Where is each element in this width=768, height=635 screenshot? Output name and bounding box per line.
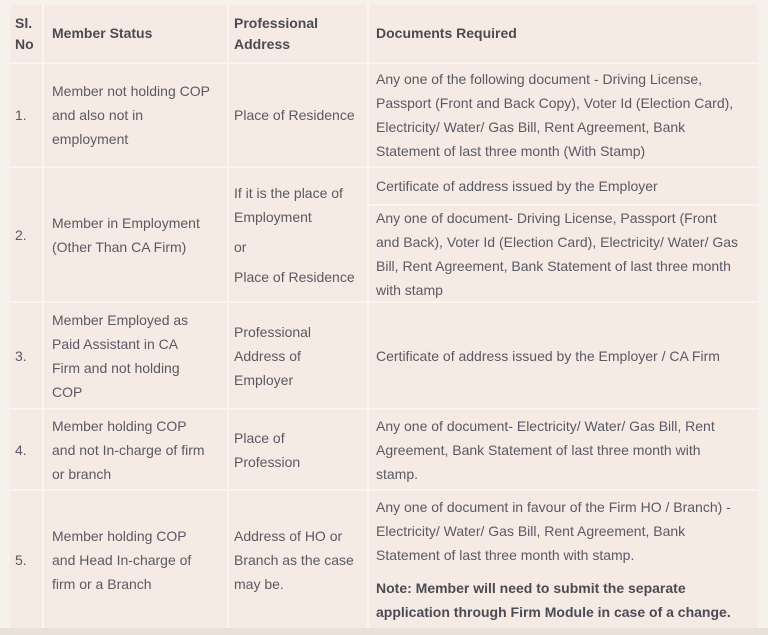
documents-text-line: Note: Member will need to submit the separate	[376, 580, 686, 596]
address-text-line: Place of Residence	[234, 268, 355, 285]
documents-paragraph	[376, 414, 754, 486]
documents-text-line: Any one of the following document - Driving License,	[376, 71, 703, 87]
documents-cell	[369, 64, 758, 166]
documents-text-line: Electricity/ Water/ Gas Bill, Rent Agreement, Bank	[376, 523, 686, 539]
sl-no-text: 4.	[15, 441, 27, 458]
member-status-text-line: COP	[52, 383, 83, 400]
address-paragraph	[234, 103, 364, 127]
address-paragraph	[234, 426, 364, 474]
documents-cell	[369, 410, 758, 489]
documents-text-line: Any one of document in favour of the Firm HO / Branch) -	[376, 499, 731, 515]
address-paragraph	[234, 265, 364, 289]
professional-address-cell	[229, 168, 367, 301]
member-status-text-line: and not In-charge of firm	[52, 441, 205, 458]
sl-no-text: 3.	[15, 347, 27, 364]
member-status-text-line: Member Employed as	[52, 311, 189, 328]
documents-required-table	[10, 5, 758, 628]
address-text-line: Employment	[234, 208, 312, 225]
member-status-text-line: and Head In-charge of	[52, 551, 192, 568]
documents-cell	[369, 303, 758, 408]
address-text-line: Address of	[234, 347, 301, 364]
address-text-line: If it is the place of	[234, 184, 343, 201]
member-status-text-line: or branch	[52, 465, 112, 482]
documents-text-line: and Back), Voter Id (Election Card), Electricity/ Water/ Gas	[376, 233, 739, 250]
address-text-line: Professional	[234, 323, 312, 340]
address-text-line: Place of	[234, 429, 285, 446]
address-text-line: Employer	[234, 371, 294, 388]
documents-text-line: Passport (Front and Back Copy), Voter Id (Election Card),	[376, 95, 734, 111]
documents-paragraph	[376, 67, 754, 163]
member-status-cell	[44, 410, 227, 489]
bottom-strip	[0, 628, 768, 635]
documents-text-line: Any one of document- Driving License, Passport (Front	[376, 209, 717, 226]
member-status-text-line: Firm and not holding	[52, 359, 180, 376]
member-status-text-line: Paid Assistant in CA	[52, 335, 179, 352]
address-paragraph	[234, 524, 364, 596]
professional-address-cell	[229, 491, 367, 628]
documents-text-line: Bill, Rent Agreement, Bank Statement of last three month	[376, 257, 731, 274]
documents-note-paragraph	[376, 576, 754, 624]
member-status-text-line: Member in Employment	[52, 214, 200, 231]
address-text-line: Profession	[234, 453, 301, 470]
member-status-cell	[44, 303, 227, 408]
sl-no-text: 1.	[15, 107, 27, 123]
sl-no-text: 2.	[15, 226, 27, 243]
documents-text-line: Statement of last three month (With Stamp)	[376, 143, 646, 159]
header-member-status: Member Status	[44, 5, 227, 62]
documents-text-line: application through Firm Module in case of a change.	[376, 604, 731, 620]
documents-text-line: Certificate of address issued by the Employer	[376, 178, 658, 194]
header-documents-required: Documents Required	[369, 5, 758, 62]
address-paragraph	[234, 181, 364, 229]
documents-cell	[369, 206, 758, 301]
member-status-text-line: and also not in	[52, 107, 144, 123]
member-status-cell	[44, 64, 227, 166]
sl-no-cell	[10, 303, 42, 408]
professional-address-cell	[229, 64, 367, 166]
documents-text-line: Statement of last three month with stamp.	[376, 547, 635, 563]
sl-no-cell	[10, 410, 42, 489]
documents-cell	[369, 168, 758, 204]
professional-address-cell	[229, 410, 367, 489]
sl-no-cell	[10, 64, 42, 166]
member-status-text-line: Member holding COP	[52, 527, 187, 544]
member-status-cell	[44, 168, 227, 301]
documents-paragraph	[376, 206, 754, 302]
documents-paragraph	[376, 344, 754, 368]
member-status-cell	[44, 491, 227, 628]
member-status-text-line: employment	[52, 131, 129, 147]
documents-paragraph	[376, 174, 754, 198]
header-sl-no: Sl. No	[10, 5, 42, 62]
address-text-line: Address of HO or	[234, 527, 343, 544]
sl-no-text: 5.	[15, 551, 27, 568]
sl-no-cell	[10, 491, 42, 628]
documents-paragraph	[376, 495, 754, 567]
address-text-line: may be.	[234, 575, 284, 592]
documents-text-line: Agreement, Bank Statement of last three month with	[376, 441, 701, 458]
address-text-line: Place of Residence	[234, 107, 355, 123]
member-status-text-line: Member not holding COP	[52, 83, 210, 99]
documents-cell	[369, 491, 758, 628]
documents-text-line: stamp.	[376, 465, 419, 482]
documents-text-line: Any one of document- Electricity/ Water/ Gas Bill, Rent	[376, 417, 715, 434]
documents-text-line: Electricity/ Water/ Gas Bill, Rent Agreement, Bank	[376, 119, 686, 135]
member-status-text-line: (Other Than CA Firm)	[52, 238, 187, 255]
documents-text-line: with stamp	[376, 281, 443, 298]
address-paragraph	[234, 320, 364, 392]
address-text-line: or	[234, 238, 247, 255]
address-text-line: Branch as the case	[234, 551, 354, 568]
sl-no-cell	[10, 168, 42, 301]
header-professional-address: Professional Address	[229, 5, 367, 62]
address-paragraph	[234, 235, 364, 259]
documents-text-line: Certificate of address issued by the Employer / CA Firm	[376, 347, 720, 364]
member-status-text-line: firm or a Branch	[52, 575, 152, 592]
member-status-text-line: Member holding COP	[52, 417, 187, 434]
professional-address-cell	[229, 303, 367, 408]
